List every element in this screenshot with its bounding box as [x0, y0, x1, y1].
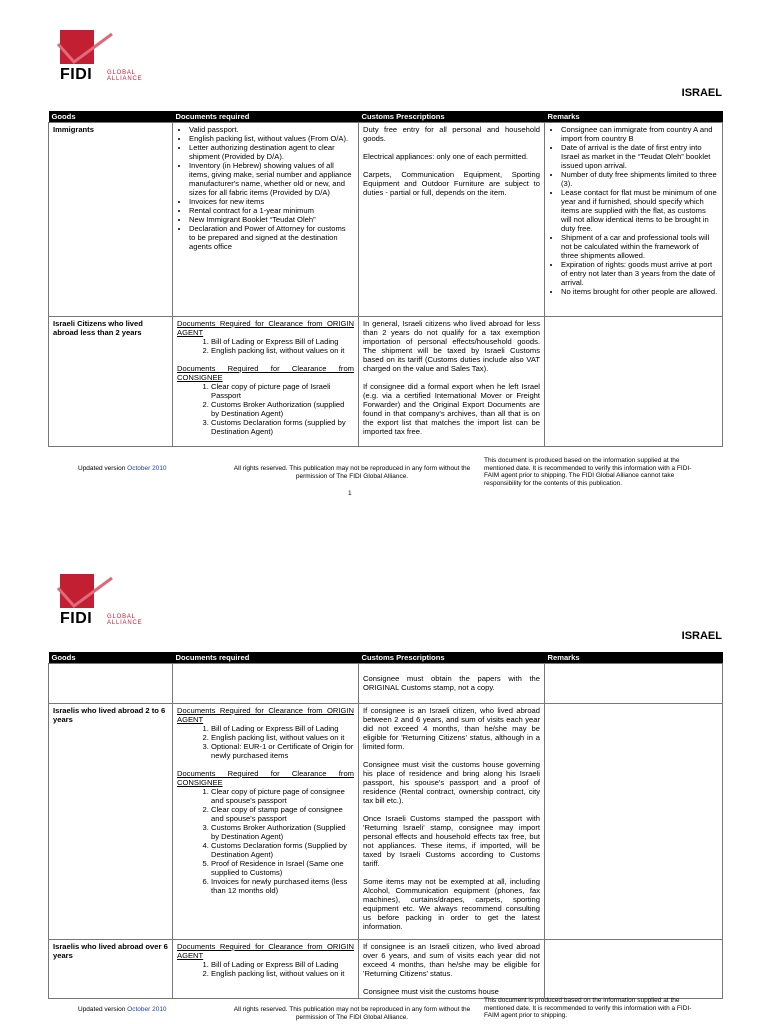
disclaimer-note: This document is produced based on the information supplied at the mentioned date. It is recommended to verify this information with a FIDI-FAIM agent prior to shipping. The FIDI Global Alliance cannot take responsibility for the contents of this publication. — [484, 457, 692, 487]
remarks-list — [549, 125, 718, 296]
list-item: 1. Clear copy of picture page of consignee and spouse's passport — [211, 787, 354, 805]
customs-paragraph: Consignee must visit the customs house — [363, 987, 499, 996]
customs-paragraph: If consignee is an Israeli citizen, who lived abroad over 6 years, and sum of visits each year did not exceed 4 months, than he/she may be eligible for 'Returning Citizens' status. — [363, 942, 540, 978]
documents-cell — [173, 317, 359, 447]
table-header — [49, 652, 723, 664]
goods-cell — [49, 664, 173, 704]
customs-paragraph: Once Israeli Customs stamped the passport with 'Returning Israeli' stamp, consignee may import personal effects and household effects tax free, but not appliances. These items, if imported, will be taxed by Israeli Customs according to Customs tariff. — [363, 814, 540, 868]
rights-notice: All rights reserved. This publication may not be reproduced in any form without the permission of The FIDI Global Alliance. — [233, 465, 471, 480]
documents-cell — [173, 940, 359, 999]
list-item: • Expiration of rights: goods must arrive at port of entry not later than 3 years from the date of arrival. — [561, 260, 718, 287]
list-item: • No items brought for other people are allowed. — [561, 287, 718, 296]
list-item: 1. Bill of Lading or Express Bill of Lading — [211, 337, 354, 346]
table-row — [49, 940, 723, 999]
list-item: • Rental contract for a 1-year minimum — [189, 206, 354, 215]
version-date: October 2010 — [127, 1006, 167, 1013]
list-item: • Lease contact for flat must be minimum of one year and if furnished, should specify which items are supplied with the flat, as customs will not allow identical items to be brought in duty free. — [561, 188, 718, 233]
customs-cell — [359, 317, 545, 447]
goods-cell: Israeli Citizens who lived abroad less than 2 years — [49, 317, 173, 447]
rights-notice: All rights reserved. This publication may not be reproduced in any form without the permission of The FIDI Global Alliance. — [233, 1006, 471, 1021]
table-row — [49, 704, 723, 940]
country-title: ISRAEL — [681, 630, 722, 642]
customs-paragraph: Some items may not be exempted at all, including Alcohol, Communication equipment (phones, fax machines), curtains/drapes, carpets, sporting equipment etc. We always recommend consulting us before packing in order to get the latest information. — [363, 877, 540, 931]
list-item: • Letter authorizing destination agent to clear shipment (Provided by D/A). — [189, 143, 354, 161]
table-row — [49, 123, 723, 317]
list-item: 2. English packing list, without values on it — [211, 969, 354, 978]
documents-cell — [173, 123, 359, 317]
fidi-logo — [52, 30, 162, 82]
remarks-cell — [545, 123, 723, 317]
customs-paragraph: Carpets, Communication Equipment, Sporting Equipment and Outdoor Furniture are subject to duties - partial or full, depends on the item. — [363, 170, 540, 197]
list-item: 5. Proof of Residence in Israel (Same one supplied to Customs) — [211, 859, 354, 877]
remarks-cell — [545, 940, 723, 999]
list-item: 2. Clear copy of stamp page of consignee and spouse's passport — [211, 805, 354, 823]
table-row — [49, 317, 723, 447]
logo-subtitle: GLOBAL ALLIANCE — [107, 614, 143, 626]
customs-paragraph: Duty free entry for all personal and household goods. — [363, 125, 540, 143]
origin-documents-list — [177, 724, 354, 760]
requirements-table — [48, 111, 723, 447]
list-item: 2. English packing list, without values on it — [211, 346, 354, 355]
list-item: • Inventory (in Hebrew) showing values of all items, giving make, serial number and appliance manufacturer's name, whether old or new, and sizes for all fabric items (Provided by D/A) — [189, 161, 354, 197]
consignee-header: Documents Required for Clearance from CONSIGNEE — [177, 364, 354, 382]
list-item: 6. Invoices for newly purchased items (less than 12 months old) — [211, 877, 354, 895]
list-item: • Declaration and Power of Attorney for customs to be prepared and signed at the destination agents office — [189, 224, 354, 251]
customs-cell — [359, 940, 545, 999]
list-item: 1. Bill of Lading or Express Bill of Lading — [211, 724, 354, 733]
version-info — [78, 1006, 167, 1014]
list-item: 4. Customs Declaration forms (Supplied by Destination Agent) — [211, 841, 354, 859]
list-item: 1. Bill of Lading or Express Bill of Lading — [211, 960, 354, 969]
checkmark-icon — [54, 32, 114, 68]
consignee-documents-list — [177, 382, 354, 436]
col-goods: Goods — [49, 652, 173, 664]
list-item: 3. Optional: EUR-1 or Certificate of Origin for newly purchased items — [211, 742, 354, 760]
customs-cell — [359, 704, 545, 940]
version-date: October 2010 — [127, 465, 167, 472]
customs-cell — [359, 664, 545, 704]
origin-agent-header: Documents Required for Clearance from ORIGIN AGENT — [177, 319, 354, 337]
remarks-cell — [545, 664, 723, 704]
list-item: • Shipment of a car and professional tools will not be calculated within the framework of three shipments allowed. — [561, 233, 718, 260]
col-documents: Documents required — [173, 111, 359, 123]
documents-cell — [173, 664, 359, 704]
customs-paragraph: Electrical appliances: only one of each permitted. — [363, 152, 529, 161]
page-number: 1 — [348, 490, 352, 497]
list-item: 3. Customs Broker Authorization (Supplied by Destination Agent) — [211, 823, 354, 841]
origin-documents-list — [177, 337, 354, 355]
col-customs: Customs Prescriptions — [359, 652, 545, 664]
page-2 — [0, 544, 768, 1024]
disclaimer-note: This document is produced based on the information supplied at the mentioned date. It is recommended to verify this information with a FIDI-FAIM agent prior to shipping. — [484, 997, 692, 1019]
version-info — [78, 465, 167, 473]
col-documents: Documents required — [173, 652, 359, 664]
col-remarks: Remarks — [545, 111, 723, 123]
list-item: 1. Clear copy of picture page of Israeli Passport — [211, 382, 354, 400]
logo-brand: FIDI — [60, 610, 93, 627]
customs-paragraph: If consignee is an Israeli citizen, who lived abroad between 2 and 6 years, and sum of visits each year did not exceed 4 months, than he/she may be eligible for 'Returning Citizens' status, although in a limited form. — [363, 706, 540, 751]
list-item: 3. Customs Declaration forms (supplied by Destination Agent) — [211, 418, 354, 436]
list-item: 2. English packing list, without values on it — [211, 733, 354, 742]
version-label: Updated version — [78, 1006, 126, 1013]
consignee-documents-list — [177, 787, 354, 895]
remarks-cell — [545, 704, 723, 940]
documents-cell — [173, 704, 359, 940]
col-customs: Customs Prescriptions — [359, 111, 545, 123]
customs-paragraph: Consignee must visit the customs house governing his place of residence and bring along his Israeli passport, his spouse's passport and a proof of residence (Rental contract, ownership contract, city tax bill etc.). — [363, 760, 540, 805]
list-item: 2. Customs Broker Authorization (supplied by Destination Agent) — [211, 400, 354, 418]
origin-agent-header: Documents Required for Clearance from ORIGIN AGENT — [177, 706, 354, 724]
list-item: • Valid passport. — [189, 125, 354, 134]
requirements-table — [48, 652, 723, 999]
checkmark-icon — [54, 576, 114, 612]
table-row — [49, 664, 723, 704]
documents-list — [177, 125, 354, 251]
customs-paragraph: If consignee did a formal export when he left Israel (e.g. via a certified International Mover or Freight Forwarder) and the Original Export Documents are found in that company's archives, than all that is on the export list that matches the import list can be imported tax free. — [363, 382, 540, 436]
logo-subtitle: GLOBAL ALLIANCE — [107, 70, 143, 82]
list-item: • Consignee can immigrate from country A and import from country B — [561, 125, 718, 143]
remarks-cell — [545, 317, 723, 447]
goods-cell: Israelis who lived abroad over 6 years — [49, 940, 173, 999]
fidi-logo — [52, 574, 162, 626]
country-title: ISRAEL — [681, 87, 722, 99]
origin-agent-header: Documents Required for Clearance from ORIGIN AGENT — [177, 942, 354, 960]
table-header — [49, 111, 723, 123]
customs-cell — [359, 123, 545, 317]
customs-paragraph: In general, Israeli citizens who lived abroad for less than 2 years do not qualify for a tax exemption importation of personal effects/household goods. The shipment will be taxed by Israeli Customs based on its tariff (Customs duties include also VAT charged on the value and Sales Tax). — [363, 319, 540, 373]
consignee-header: Documents Required for Clearance from CONSIGNEE — [177, 769, 354, 787]
list-item: • English packing list, without values (From O/A). — [189, 134, 354, 143]
col-goods: Goods — [49, 111, 173, 123]
origin-documents-list — [177, 960, 354, 978]
col-remarks: Remarks — [545, 652, 723, 664]
list-item: • New Immigrant Booklet “Teudat Oleh” — [189, 215, 354, 224]
version-label: Updated version — [78, 465, 126, 472]
goods-cell: Israelis who lived abroad 2 to 6 years — [49, 704, 173, 940]
list-item: • Date of arrival is the date of first entry into Israel as market in the “Teudat Oleh” booklet issued upon arrival. — [561, 143, 718, 170]
list-item: • Number of duty free shipments limited to three (3). — [561, 170, 718, 188]
list-item: • Invoices for new items — [189, 197, 354, 206]
customs-paragraph: Consignee must obtain the papers with the ORIGINAL Customs stamp, not a copy. — [363, 674, 540, 692]
goods-cell: Immigrants — [49, 123, 173, 317]
logo-brand: FIDI — [60, 66, 93, 83]
